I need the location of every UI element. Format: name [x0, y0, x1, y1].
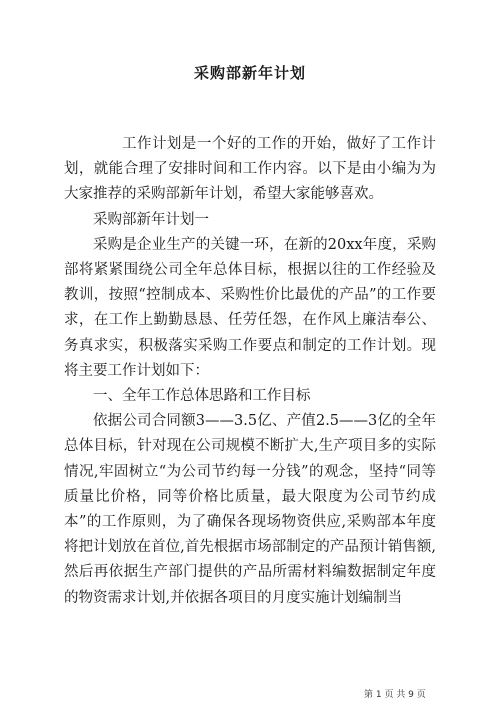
page-number: 第 1 页 共 9 页	[364, 690, 426, 700]
body-paragraph: 依据公司合同额3——3.5亿、产值2.5——3亿的全年总体目标，针对现在公司规模不断扩大,生产项目多的实际情况,牢固树立“为公司节约每一分钱”的观念，坚持“同等质量比价格，同等价格比质量，最大限度为公司节约成本”的工作原则，为了确保各现场物资供应,采购部本年度将把计划放在首位,首先根据市场部制定的产品预计销售额,然后再依据生产部门提供的产品所需材料编数据制定年度的物资需求计划,并依据各项目的月度实施计划编制当	[64, 413, 436, 606]
document-title: 采购部新年计划	[193, 64, 306, 82]
section-heading-plan-one: 采购部新年计划一	[93, 211, 209, 228]
document-body	[64, 132, 436, 611]
section-heading-goals: 一、全年工作总体思路和工作目标	[93, 388, 311, 405]
body-paragraph: 采购是企业生产的关键一环，在新的20xx年度，采购部将紧紧围绕公司全年总体目标，根据以往的工作经验及教训，按照“控制成本、采购性价比最优的产品”的工作要求，在工作上勤勤恳恳、任劳任怨，在作风上廉洁奉公、务真求实，积极落实采购工作要点和制定的工作计划。现将主要工作计划如下：	[64, 236, 436, 379]
intro-paragraph: 工作计划是一个好的工作的开始，做好了工作计划，就能合理了安排时间和工作内容。以下是由小编为为大家推荐的采购部新年计划，希望大家能够喜欢。	[64, 136, 436, 203]
